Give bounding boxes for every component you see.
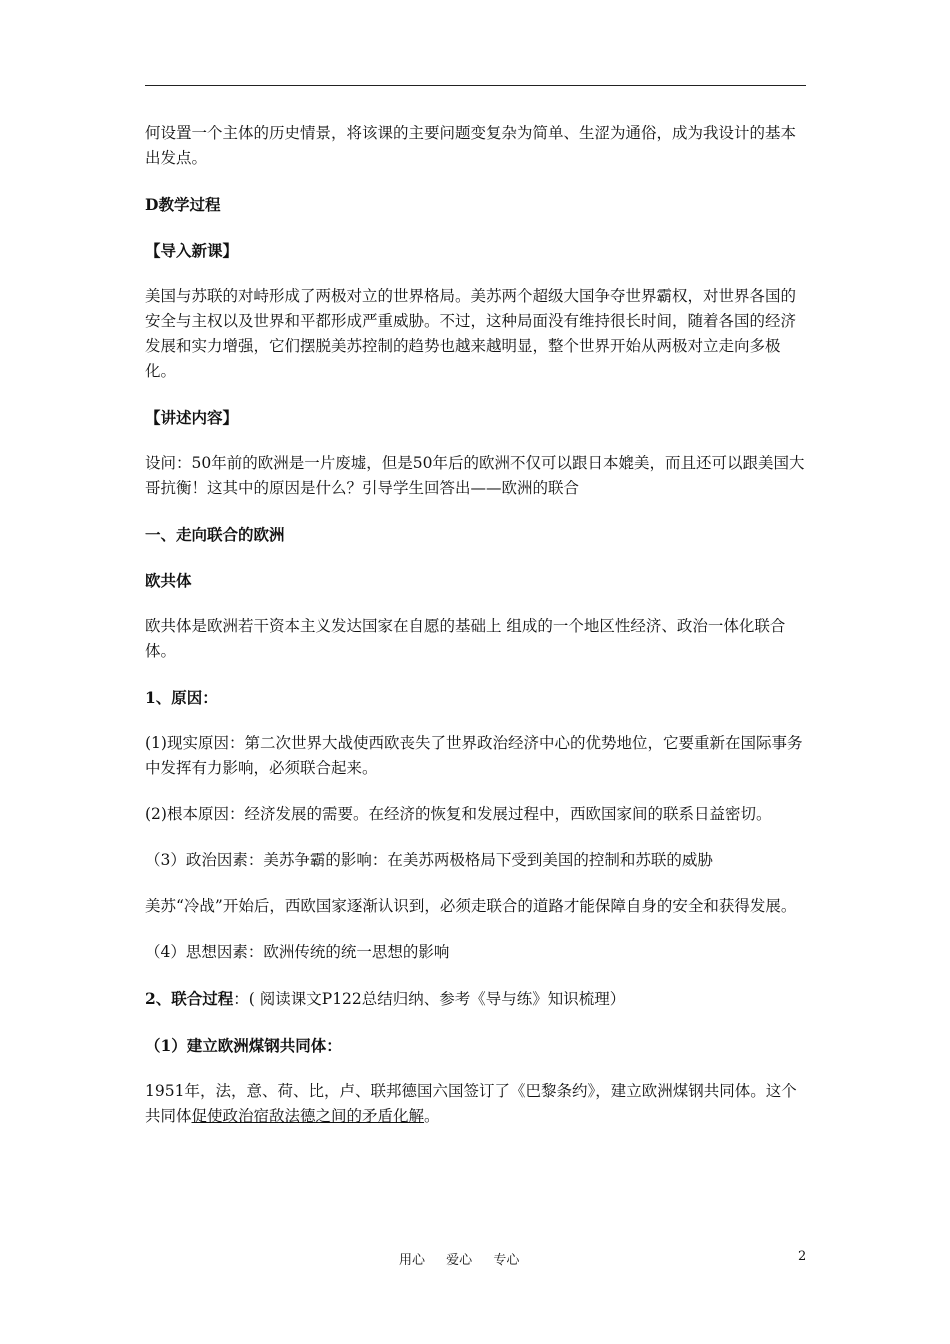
reason-3-detail: 美苏“冷战”开始后，西欧国家逐渐认识到，必须走联合的道路才能保障自身的安全和获得发展。 (145, 897, 797, 915)
heading-reasons: 1、原因： (145, 688, 218, 707)
document-body (145, 121, 807, 1129)
heading-ecsc: （1）建立欧洲煤钢共同体： (145, 1036, 342, 1055)
reason-1: (1)现实原因：第二次世界大战使西欧丧失了世界政治经济中心的优势地位，它要重新在国际事务中发挥有力影响，必须联合起来。 (145, 734, 803, 777)
union-process-note: ：( 阅读课文P122总结归纳、参考《导与练》知识梳理） (233, 990, 626, 1008)
paragraph-ec: 欧共体是欧洲若干资本主义发达国家在自愿的基础上 组成的一个地区性经济、政治一体化联合体。 (145, 617, 786, 660)
heading-union-process (145, 986, 807, 1012)
footer-motto (399, 1249, 536, 1268)
reason-3: （3）政治因素：美苏争霸的影响：在美苏两极格局下受到美国的控制和苏联的威胁 (145, 851, 713, 869)
motto-2: 爱心 (446, 1253, 473, 1268)
heading-content: 【讲述内容】 (145, 408, 239, 427)
reason-2: (2)根本原因：经济发展的需要。在经济的恢复和发展过程中，西欧国家间的联系日益密切。 (145, 805, 772, 823)
heading-teaching-process: D教学过程 (145, 195, 221, 214)
heading-ec: 欧共体 (145, 571, 192, 590)
motto-1: 用心 (399, 1253, 426, 1268)
paragraph-design: 何设置一个主体的历史情景，将该课的主要问题变复杂为简单、生涩为通俗，成为我设计的基本出发点。 (145, 124, 797, 167)
heading-intro: 【导入新课】 (145, 241, 239, 260)
header-rule (145, 85, 806, 86)
ecsc-underlined: 促使政治宿敌法德之间的矛盾化解 (191, 1107, 425, 1125)
ecsc-end: 。 (424, 1107, 440, 1125)
union-process-label: 2、联合过程 (145, 989, 234, 1008)
reason-4: （4）思想因素：欧洲传统的统一思想的影响 (145, 943, 450, 961)
page-number: 2 (798, 1249, 807, 1264)
paragraph-question: 设问：50年前的欧洲是一片废墟，但是50年后的欧洲不仅可以跟日本媲美，而且还可以跟美国大哥抗衡！这其中的原因是什么？引导学生回答出——欧洲的联合 (145, 454, 805, 497)
motto-3: 专心 (493, 1253, 520, 1268)
ecsc-text: 1951年，法，意、荷、比，卢、联邦德国六国签订了《巴黎条约》，建立欧洲煤钢共同体。这个共同体 (145, 1082, 797, 1125)
paragraph-ecsc (145, 1079, 807, 1129)
paragraph-intro: 美国与苏联的对峙形成了两极对立的世界格局。美苏两个超级大国争夺世界霸权，对世界各国的安全与主权以及世界和平都形成严重威胁。不过，这种局面没有维持很长时间，随着各国的经济发展和实力增强，它们摆脱美苏控制的趋势也越来越明显，整个世界开始从两极对立走向多极化。 (145, 287, 797, 380)
heading-section-1: 一、走向联合的欧洲 (145, 525, 285, 544)
